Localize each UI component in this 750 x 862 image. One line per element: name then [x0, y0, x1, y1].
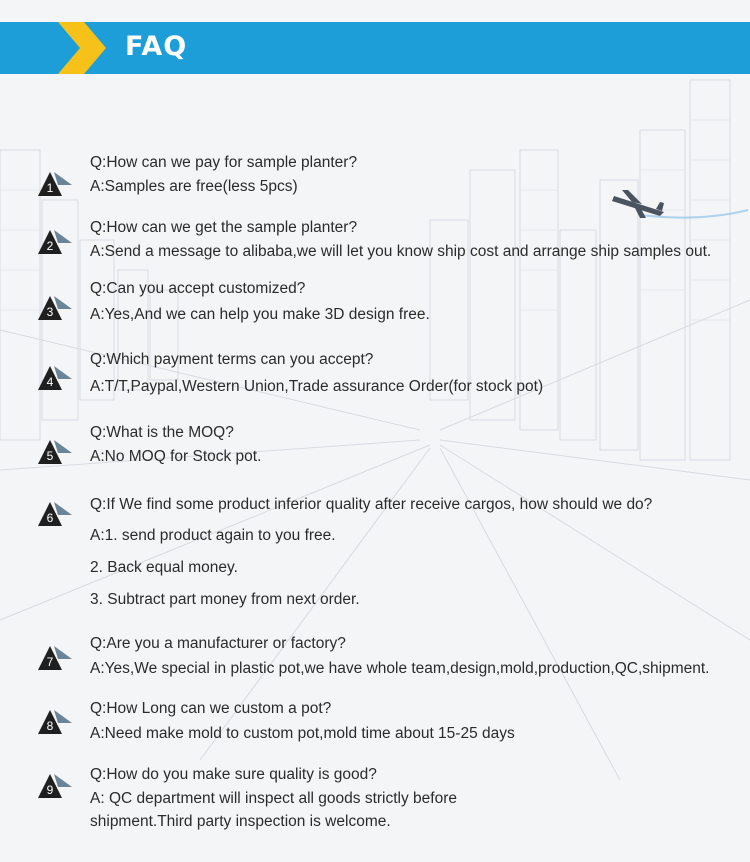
number-badge-icon — [38, 502, 74, 526]
number-badge-icon — [38, 366, 74, 390]
faq-answer-line: A:Yes,And we can help you make 3D design free. — [90, 306, 430, 323]
faq-answer-line: 3. Subtract part money from next order. — [90, 591, 360, 608]
chevron-icon — [0, 22, 120, 74]
faq-question: Q:Can you accept customized? — [90, 280, 306, 297]
faq-answer-line: A: QC department will inspect all goods strictly before — [90, 790, 457, 807]
faq-question: Q:If We find some product inferior quality after receive cargos, how should we do? — [90, 496, 653, 513]
faq-answer-line: A:No MOQ for Stock pot. — [90, 448, 262, 465]
faq-number: 1 — [46, 181, 54, 195]
faq-question: Q:How can we get the sample planter? — [90, 219, 358, 236]
faq-answer-line: A:Send a message to alibaba,we will let you know ship cost and arrange ship samples out. — [90, 243, 712, 260]
faq-number: 5 — [46, 449, 54, 463]
number-badge-icon — [38, 230, 74, 254]
number-badge-icon — [38, 172, 74, 196]
faq-answer-line: A:1. send product again to you free. — [90, 527, 336, 544]
faq-question: Q:Which payment terms can you accept? — [90, 351, 374, 368]
faq-answer-line: A:Need make mold to custom pot,mold time about 15-25 days — [90, 725, 515, 742]
faq-question: Q:How Long can we custom a pot? — [90, 700, 332, 717]
number-badge-icon — [38, 440, 74, 464]
faq-number: 4 — [46, 375, 54, 389]
faq-number: 2 — [46, 239, 54, 253]
number-badge-icon — [38, 646, 74, 670]
number-badge-icon — [38, 296, 74, 320]
faq-question: Q:What is the MOQ? — [90, 424, 234, 441]
faq-number: 3 — [46, 305, 54, 319]
number-badge-icon — [38, 774, 74, 798]
faq-answer-line: A:Samples are free(less 5pcs) — [90, 178, 298, 195]
faq-question: Q:Are you a manufacturer or factory? — [90, 635, 346, 652]
faq-number: 9 — [46, 783, 54, 797]
faq-answer-line: A:Yes,We special in plastic pot,we have whole team,design,mold,production,QC,shipment. — [90, 660, 710, 677]
airplane-icon — [612, 190, 748, 218]
faq-question: Q:How can we pay for sample planter? — [90, 154, 358, 171]
number-badge-icon — [38, 710, 74, 734]
faq-number: 6 — [46, 511, 54, 525]
faq-header-bar — [0, 22, 750, 74]
faq-answer-line: shipment.Third party inspection is welcome. — [90, 813, 391, 830]
faq-question: Q:How do you make sure quality is good? — [90, 766, 377, 783]
faq-number: 8 — [46, 719, 54, 733]
faq-answer-line: 2. Back equal money. — [90, 559, 238, 576]
faq-answer-line: A:T/T,Paypal,Western Union,Trade assurance Order(for stock pot) — [90, 378, 544, 395]
faq-number: 7 — [46, 655, 54, 669]
page-title: FAQ — [125, 31, 188, 62]
